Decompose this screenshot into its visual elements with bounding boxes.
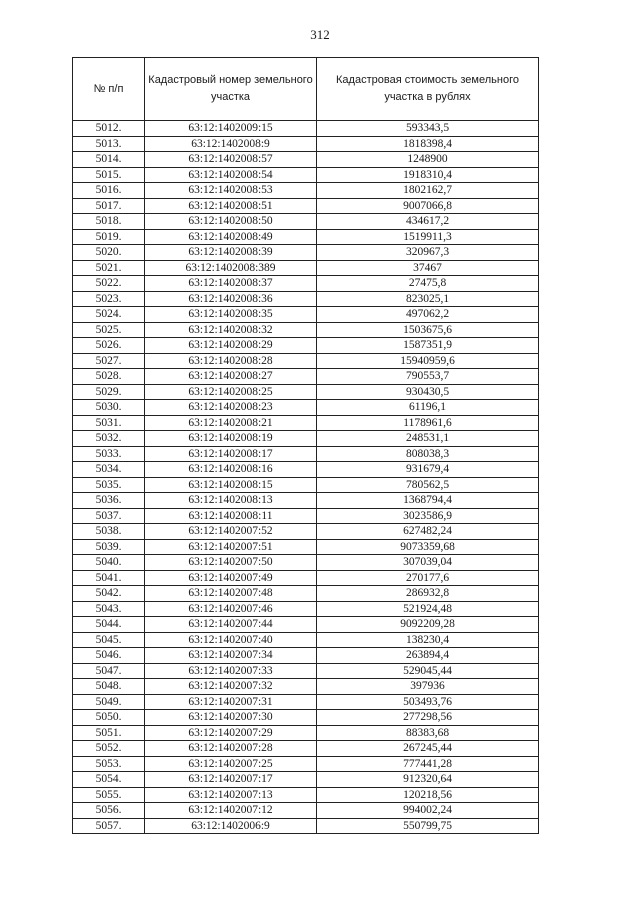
cell-cadastral-value: 9092209,28 [317, 617, 539, 633]
cell-cadastral-number: 63:12:1402008:39 [145, 245, 317, 261]
cell-cadastral-number: 63:12:1402008:25 [145, 384, 317, 400]
cell-cadastral-number: 63:12:1402008:11 [145, 508, 317, 524]
cell-cadastral-number: 63:12:1402007:44 [145, 617, 317, 633]
table-row [73, 524, 539, 540]
table-row [73, 648, 539, 664]
cell-row-number: 5051. [73, 725, 145, 741]
table-row [73, 260, 539, 276]
cell-row-number: 5014. [73, 152, 145, 168]
cell-row-number: 5023. [73, 291, 145, 307]
cell-cadastral-value: 9073359,68 [317, 539, 539, 555]
cell-cadastral-number: 63:12:1402008:389 [145, 260, 317, 276]
table-row [73, 214, 539, 230]
table-row [73, 369, 539, 385]
header-cadastral-value: Кадастровая стоимость земельного участка в рублях [317, 58, 539, 121]
cell-cadastral-value: 1802162,7 [317, 183, 539, 199]
table-row [73, 338, 539, 354]
cell-cadastral-value: 627482,24 [317, 524, 539, 540]
cell-cadastral-value: 61196,1 [317, 400, 539, 416]
cell-cadastral-value: 529045,44 [317, 663, 539, 679]
cell-cadastral-number: 63:12:1402008:15 [145, 477, 317, 493]
table-row [73, 167, 539, 183]
cell-cadastral-value: 270177,6 [317, 570, 539, 586]
cell-cadastral-number: 63:12:1402007:25 [145, 756, 317, 772]
cell-row-number: 5024. [73, 307, 145, 323]
cell-row-number: 5018. [73, 214, 145, 230]
cell-cadastral-number: 63:12:1402007:49 [145, 570, 317, 586]
cell-row-number: 5019. [73, 229, 145, 245]
table-row [73, 586, 539, 602]
table-row [73, 462, 539, 478]
table-row [73, 353, 539, 369]
cell-row-number: 5045. [73, 632, 145, 648]
cell-cadastral-value: 434617,2 [317, 214, 539, 230]
cell-cadastral-number: 63:12:1402007:40 [145, 632, 317, 648]
table-row [73, 555, 539, 571]
table-row [73, 725, 539, 741]
table-header-row [73, 58, 539, 121]
cell-cadastral-number: 63:12:1402008:19 [145, 431, 317, 447]
cell-cadastral-value: 1519911,3 [317, 229, 539, 245]
cell-cadastral-value: 930430,5 [317, 384, 539, 400]
cell-cadastral-number: 63:12:1402007:32 [145, 679, 317, 695]
cell-row-number: 5039. [73, 539, 145, 555]
table-row [73, 400, 539, 416]
table-row [73, 322, 539, 338]
cell-cadastral-value: 307039,04 [317, 555, 539, 571]
cell-row-number: 5012. [73, 121, 145, 137]
cell-cadastral-value: 1178961,6 [317, 415, 539, 431]
cell-cadastral-number: 63:12:1402008:49 [145, 229, 317, 245]
cell-cadastral-value: 503493,76 [317, 694, 539, 710]
cell-cadastral-value: 37467 [317, 260, 539, 276]
cell-row-number: 5047. [73, 663, 145, 679]
cell-cadastral-number: 63:12:1402008:35 [145, 307, 317, 323]
cell-row-number: 5022. [73, 276, 145, 292]
cell-row-number: 5038. [73, 524, 145, 540]
cell-row-number: 5026. [73, 338, 145, 354]
table-row [73, 121, 539, 137]
cell-cadastral-value: 1368794,4 [317, 493, 539, 509]
cell-row-number: 5050. [73, 710, 145, 726]
cell-cadastral-number: 63:12:1402007:31 [145, 694, 317, 710]
cell-cadastral-number: 63:12:1402008:16 [145, 462, 317, 478]
header-cadastral-number: Кадастровый номер земельного участка [145, 58, 317, 121]
table-body [73, 121, 539, 834]
cell-row-number: 5049. [73, 694, 145, 710]
cell-row-number: 5043. [73, 601, 145, 617]
table-row [73, 617, 539, 633]
cell-cadastral-number: 63:12:1402008:28 [145, 353, 317, 369]
cell-cadastral-number: 63:12:1402007:34 [145, 648, 317, 664]
cell-cadastral-number: 63:12:1402008:51 [145, 198, 317, 214]
cell-cadastral-number: 63:12:1402008:27 [145, 369, 317, 385]
cell-row-number: 5042. [73, 586, 145, 602]
table-row [73, 183, 539, 199]
cell-row-number: 5016. [73, 183, 145, 199]
cell-cadastral-number: 63:12:1402008:53 [145, 183, 317, 199]
table-row [73, 276, 539, 292]
cell-row-number: 5036. [73, 493, 145, 509]
table-row [73, 741, 539, 757]
cell-row-number: 5015. [73, 167, 145, 183]
cell-cadastral-value: 808038,3 [317, 446, 539, 462]
cell-row-number: 5057. [73, 818, 145, 834]
cell-cadastral-number: 63:12:1402009:15 [145, 121, 317, 137]
cell-cadastral-number: 63:12:1402007:46 [145, 601, 317, 617]
cell-cadastral-value: 267245,44 [317, 741, 539, 757]
table-row [73, 198, 539, 214]
cell-cadastral-value: 790553,7 [317, 369, 539, 385]
table-row [73, 772, 539, 788]
cell-cadastral-number: 63:12:1402008:23 [145, 400, 317, 416]
table-row [73, 694, 539, 710]
cell-cadastral-value: 9007066,8 [317, 198, 539, 214]
cell-row-number: 5041. [73, 570, 145, 586]
cell-cadastral-number: 63:12:1402007:17 [145, 772, 317, 788]
cell-cadastral-value: 120218,56 [317, 787, 539, 803]
table-row [73, 539, 539, 555]
cell-cadastral-number: 63:12:1402007:28 [145, 741, 317, 757]
cell-row-number: 5028. [73, 369, 145, 385]
cell-row-number: 5025. [73, 322, 145, 338]
table-row [73, 291, 539, 307]
cell-cadastral-value: 1587351,9 [317, 338, 539, 354]
cell-cadastral-number: 63:12:1402008:32 [145, 322, 317, 338]
cell-row-number: 5027. [73, 353, 145, 369]
cell-cadastral-value: 320967,3 [317, 245, 539, 261]
cell-row-number: 5021. [73, 260, 145, 276]
cell-cadastral-number: 63:12:1402007:29 [145, 725, 317, 741]
table-row [73, 787, 539, 803]
cell-cadastral-value: 1918310,4 [317, 167, 539, 183]
cell-row-number: 5055. [73, 787, 145, 803]
cell-cadastral-number: 63:12:1402008:50 [145, 214, 317, 230]
cadastral-value-table [72, 57, 539, 834]
cell-cadastral-number: 63:12:1402007:52 [145, 524, 317, 540]
cell-cadastral-number: 63:12:1402007:13 [145, 787, 317, 803]
table-row [73, 803, 539, 819]
table-row [73, 229, 539, 245]
table-row [73, 663, 539, 679]
table-row [73, 601, 539, 617]
cell-cadastral-value: 1503675,6 [317, 322, 539, 338]
table-row [73, 632, 539, 648]
cell-cadastral-number: 63:12:1402008:57 [145, 152, 317, 168]
table-row [73, 152, 539, 168]
cell-cadastral-value: 286932,8 [317, 586, 539, 602]
table-row [73, 307, 539, 323]
cell-cadastral-number: 63:12:1402007:33 [145, 663, 317, 679]
cell-cadastral-value: 912320,64 [317, 772, 539, 788]
table-row [73, 818, 539, 834]
cell-row-number: 5048. [73, 679, 145, 695]
header-row-number: № п/п [73, 58, 145, 121]
cell-row-number: 5031. [73, 415, 145, 431]
cell-row-number: 5053. [73, 756, 145, 772]
cell-cadastral-value: 263894,4 [317, 648, 539, 664]
cell-row-number: 5030. [73, 400, 145, 416]
cell-cadastral-value: 497062,2 [317, 307, 539, 323]
page-number: 312 [310, 27, 330, 42]
cell-cadastral-value: 3023586,9 [317, 508, 539, 524]
table-row [73, 570, 539, 586]
cell-cadastral-value: 1818398,4 [317, 136, 539, 152]
cell-row-number: 5029. [73, 384, 145, 400]
cell-cadastral-value: 277298,56 [317, 710, 539, 726]
table-row [73, 710, 539, 726]
table-row [73, 756, 539, 772]
cell-row-number: 5032. [73, 431, 145, 447]
table-row [73, 384, 539, 400]
cell-row-number: 5034. [73, 462, 145, 478]
cell-cadastral-number: 63:12:1402007:12 [145, 803, 317, 819]
cell-cadastral-number: 63:12:1402008:37 [145, 276, 317, 292]
cell-cadastral-value: 397936 [317, 679, 539, 695]
cell-row-number: 5046. [73, 648, 145, 664]
cell-cadastral-value: 27475,8 [317, 276, 539, 292]
cell-row-number: 5056. [73, 803, 145, 819]
cell-cadastral-value: 88383,68 [317, 725, 539, 741]
cell-cadastral-value: 138230,4 [317, 632, 539, 648]
cell-cadastral-value: 550799,75 [317, 818, 539, 834]
cell-row-number: 5020. [73, 245, 145, 261]
cell-row-number: 5037. [73, 508, 145, 524]
cell-cadastral-number: 63:12:1402006:9 [145, 818, 317, 834]
cell-cadastral-value: 931679,4 [317, 462, 539, 478]
table-row [73, 415, 539, 431]
table-row [73, 446, 539, 462]
cell-cadastral-number: 63:12:1402007:50 [145, 555, 317, 571]
table-row [73, 431, 539, 447]
cell-cadastral-number: 63:12:1402008:29 [145, 338, 317, 354]
table-row [73, 477, 539, 493]
cell-cadastral-value: 777441,28 [317, 756, 539, 772]
cell-row-number: 5035. [73, 477, 145, 493]
cell-cadastral-number: 63:12:1402007:30 [145, 710, 317, 726]
cell-cadastral-number: 63:12:1402008:9 [145, 136, 317, 152]
table-row [73, 245, 539, 261]
cell-cadastral-value: 1248900 [317, 152, 539, 168]
cell-row-number: 5052. [73, 741, 145, 757]
cell-row-number: 5013. [73, 136, 145, 152]
table-row [73, 136, 539, 152]
table-row [73, 493, 539, 509]
cell-cadastral-number: 63:12:1402008:13 [145, 493, 317, 509]
cell-row-number: 5044. [73, 617, 145, 633]
cell-cadastral-value: 248531,1 [317, 431, 539, 447]
cell-cadastral-value: 823025,1 [317, 291, 539, 307]
cell-cadastral-number: 63:12:1402008:17 [145, 446, 317, 462]
cell-cadastral-number: 63:12:1402007:51 [145, 539, 317, 555]
cell-cadastral-number: 63:12:1402008:36 [145, 291, 317, 307]
table-row [73, 679, 539, 695]
cell-cadastral-value: 780562,5 [317, 477, 539, 493]
cell-row-number: 5017. [73, 198, 145, 214]
cell-cadastral-value: 593343,5 [317, 121, 539, 137]
cell-cadastral-number: 63:12:1402008:21 [145, 415, 317, 431]
cell-cadastral-number: 63:12:1402007:48 [145, 586, 317, 602]
cell-row-number: 5054. [73, 772, 145, 788]
cell-cadastral-number: 63:12:1402008:54 [145, 167, 317, 183]
cell-row-number: 5040. [73, 555, 145, 571]
table-row [73, 508, 539, 524]
cell-cadastral-value: 994002,24 [317, 803, 539, 819]
cell-row-number: 5033. [73, 446, 145, 462]
cell-cadastral-value: 15940959,6 [317, 353, 539, 369]
cell-cadastral-value: 521924,48 [317, 601, 539, 617]
